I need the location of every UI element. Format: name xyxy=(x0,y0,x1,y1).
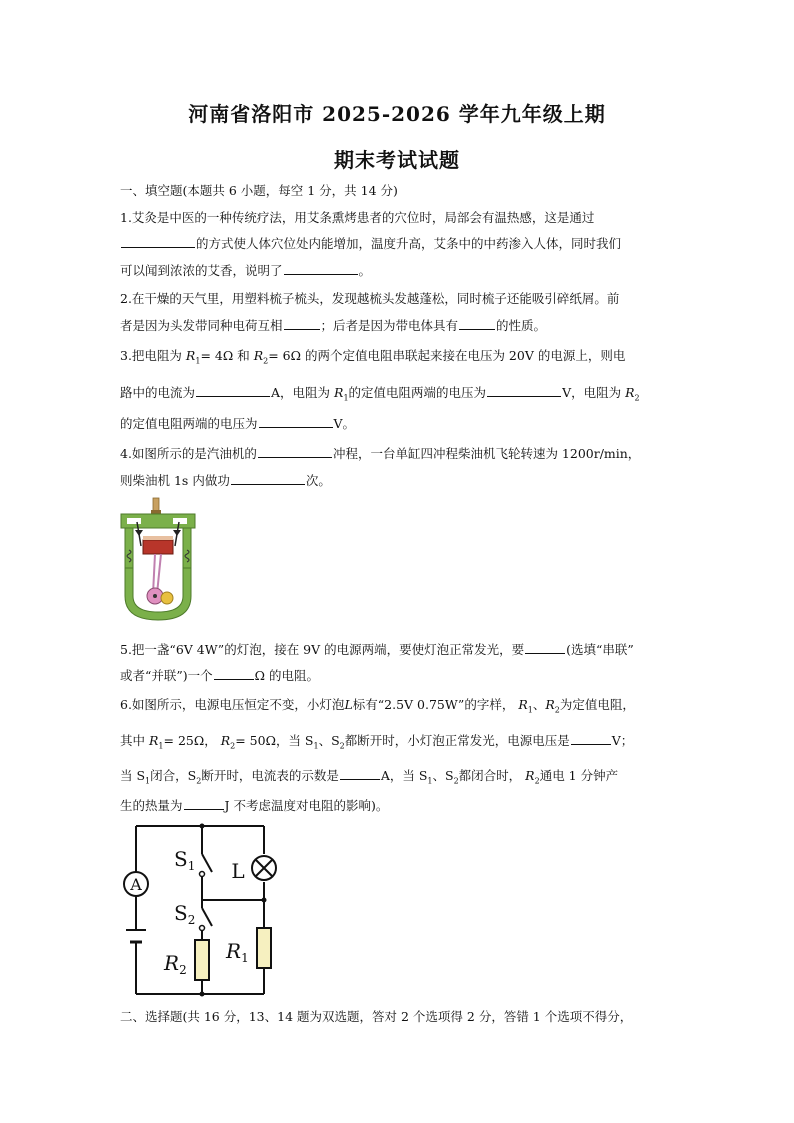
q5-line1: 5.把一盏“6V 4W”的灯泡，接在 9V 的电源两端，要使灯泡正常发光，要 (选填“串联” xyxy=(120,642,634,657)
lamp-label: L xyxy=(231,859,245,883)
q6-blank2[interactable] xyxy=(340,767,380,780)
q3-line3: 的定值电阻两端的电压为 V。 xyxy=(120,416,356,431)
ammeter-label: A xyxy=(130,875,142,894)
q6-blank3[interactable] xyxy=(184,797,224,810)
q6-line1: 6.如图所示，电源电压恒定不变，小灯泡L标有“2.5V 0.75W”的字样， $R_1$、$R_2$为定值电阻， xyxy=(120,697,635,715)
q1-blank1[interactable] xyxy=(121,235,195,248)
q1-line1: 1.艾灸是中医的一种传统疗法，用艾条熏烤患者的穴位时，局部会有温热感，这是通过 xyxy=(120,210,595,225)
q1-blank2[interactable] xyxy=(284,262,358,275)
page-title-line2: 期末考试试题 xyxy=(334,148,460,172)
circuit-diagram xyxy=(118,820,288,1002)
q3-line2: 路中的电流为 A，电阻为 $R_1$的定值电阻两端的电压为 V，电阻为 $R_2$ xyxy=(120,385,640,403)
q3-blank3[interactable] xyxy=(259,415,333,428)
q4-line2: 则柴油机 1s 内做功 次。 xyxy=(120,473,331,488)
section1-heading: 一、填空题(本题共 6 小题，每空 1 分，共 14 分) xyxy=(120,183,398,198)
q5-line2: 或者“并联”)一个 Ω 的电阻。 xyxy=(120,668,320,683)
q5-blank2[interactable] xyxy=(214,667,254,680)
q2-blank2[interactable] xyxy=(459,317,495,330)
q4-line1: 4.如图所示的是汽油机的 冲程，一台单缸四冲程柴油机飞轮转速为 1200r/min， xyxy=(120,446,641,461)
q2-line2: 者是因为头发带同种电荷互相 ；后者是因为带电体具有 的性质。 xyxy=(120,318,547,333)
q2-line1: 2.在干燥的天气里，用塑料梳子梳头，发现越梳头发越蓬松，同时梳子还能吸引碎纸屑。前 xyxy=(120,291,620,306)
piston xyxy=(143,540,173,554)
spark-plug-icon xyxy=(153,498,159,512)
switch-s1 xyxy=(202,854,212,872)
q1-line2: 的方式使人体穴位处内能增加，温度升高，艾条中的中药渗入人体，同时我们 xyxy=(120,234,621,252)
resistor-r2 xyxy=(195,940,209,980)
q3-blank2[interactable] xyxy=(487,384,561,397)
q2-blank1[interactable] xyxy=(284,317,320,330)
s1-label: $S_1$ xyxy=(174,847,196,873)
r2-label: $R_2$ xyxy=(164,951,187,977)
q6-blank1[interactable] xyxy=(571,732,611,745)
q4-blank1[interactable] xyxy=(258,445,332,458)
engine-figure xyxy=(117,496,199,624)
page-title-line1: 河南省洛阳市 2025-2026 学年九年级上期 xyxy=(188,102,606,126)
section2-heading: 二、选择题(共 16 分，13、14 题为双选题，答对 2 个选项得 2 分，答错 1 个选项不得分， xyxy=(120,1009,633,1024)
q3-blank1[interactable] xyxy=(196,384,270,397)
s2-label: $S_2$ xyxy=(174,901,196,927)
q6-line4: 生的热量为 J 不考虑温度对电阻的影响)。 xyxy=(120,798,389,813)
q6-line3: 当 $S_1$闭合，$S_2$断开时，电流表的示数是 A，当 $S_1$、$S_2$都闭合时， $R_2$通电 1 分钟产 xyxy=(120,768,619,786)
r1-label: $R_1$ xyxy=(226,939,249,965)
resistor-r1 xyxy=(257,928,271,968)
q3-line1: 3.把电阻为 $R_1= 4\Omega$ 和 $R_2= 6\Omega$ 的两个定值电阻串联起来接在电压为 20V 的电源上，则电 xyxy=(120,348,626,366)
q5-blank1[interactable] xyxy=(525,641,565,654)
q4-blank2[interactable] xyxy=(231,472,305,485)
switch-s2 xyxy=(202,908,212,926)
q1-line3: 可以闻到浓浓的艾香，说明了 。 xyxy=(120,263,372,278)
q6-line2: 其中 $R_1= 25\Omega$， $R_2= 50\Omega$，当 $S_1$、$S_2$都断开时，小灯泡正常发光，电源电压是 V； xyxy=(120,733,634,751)
